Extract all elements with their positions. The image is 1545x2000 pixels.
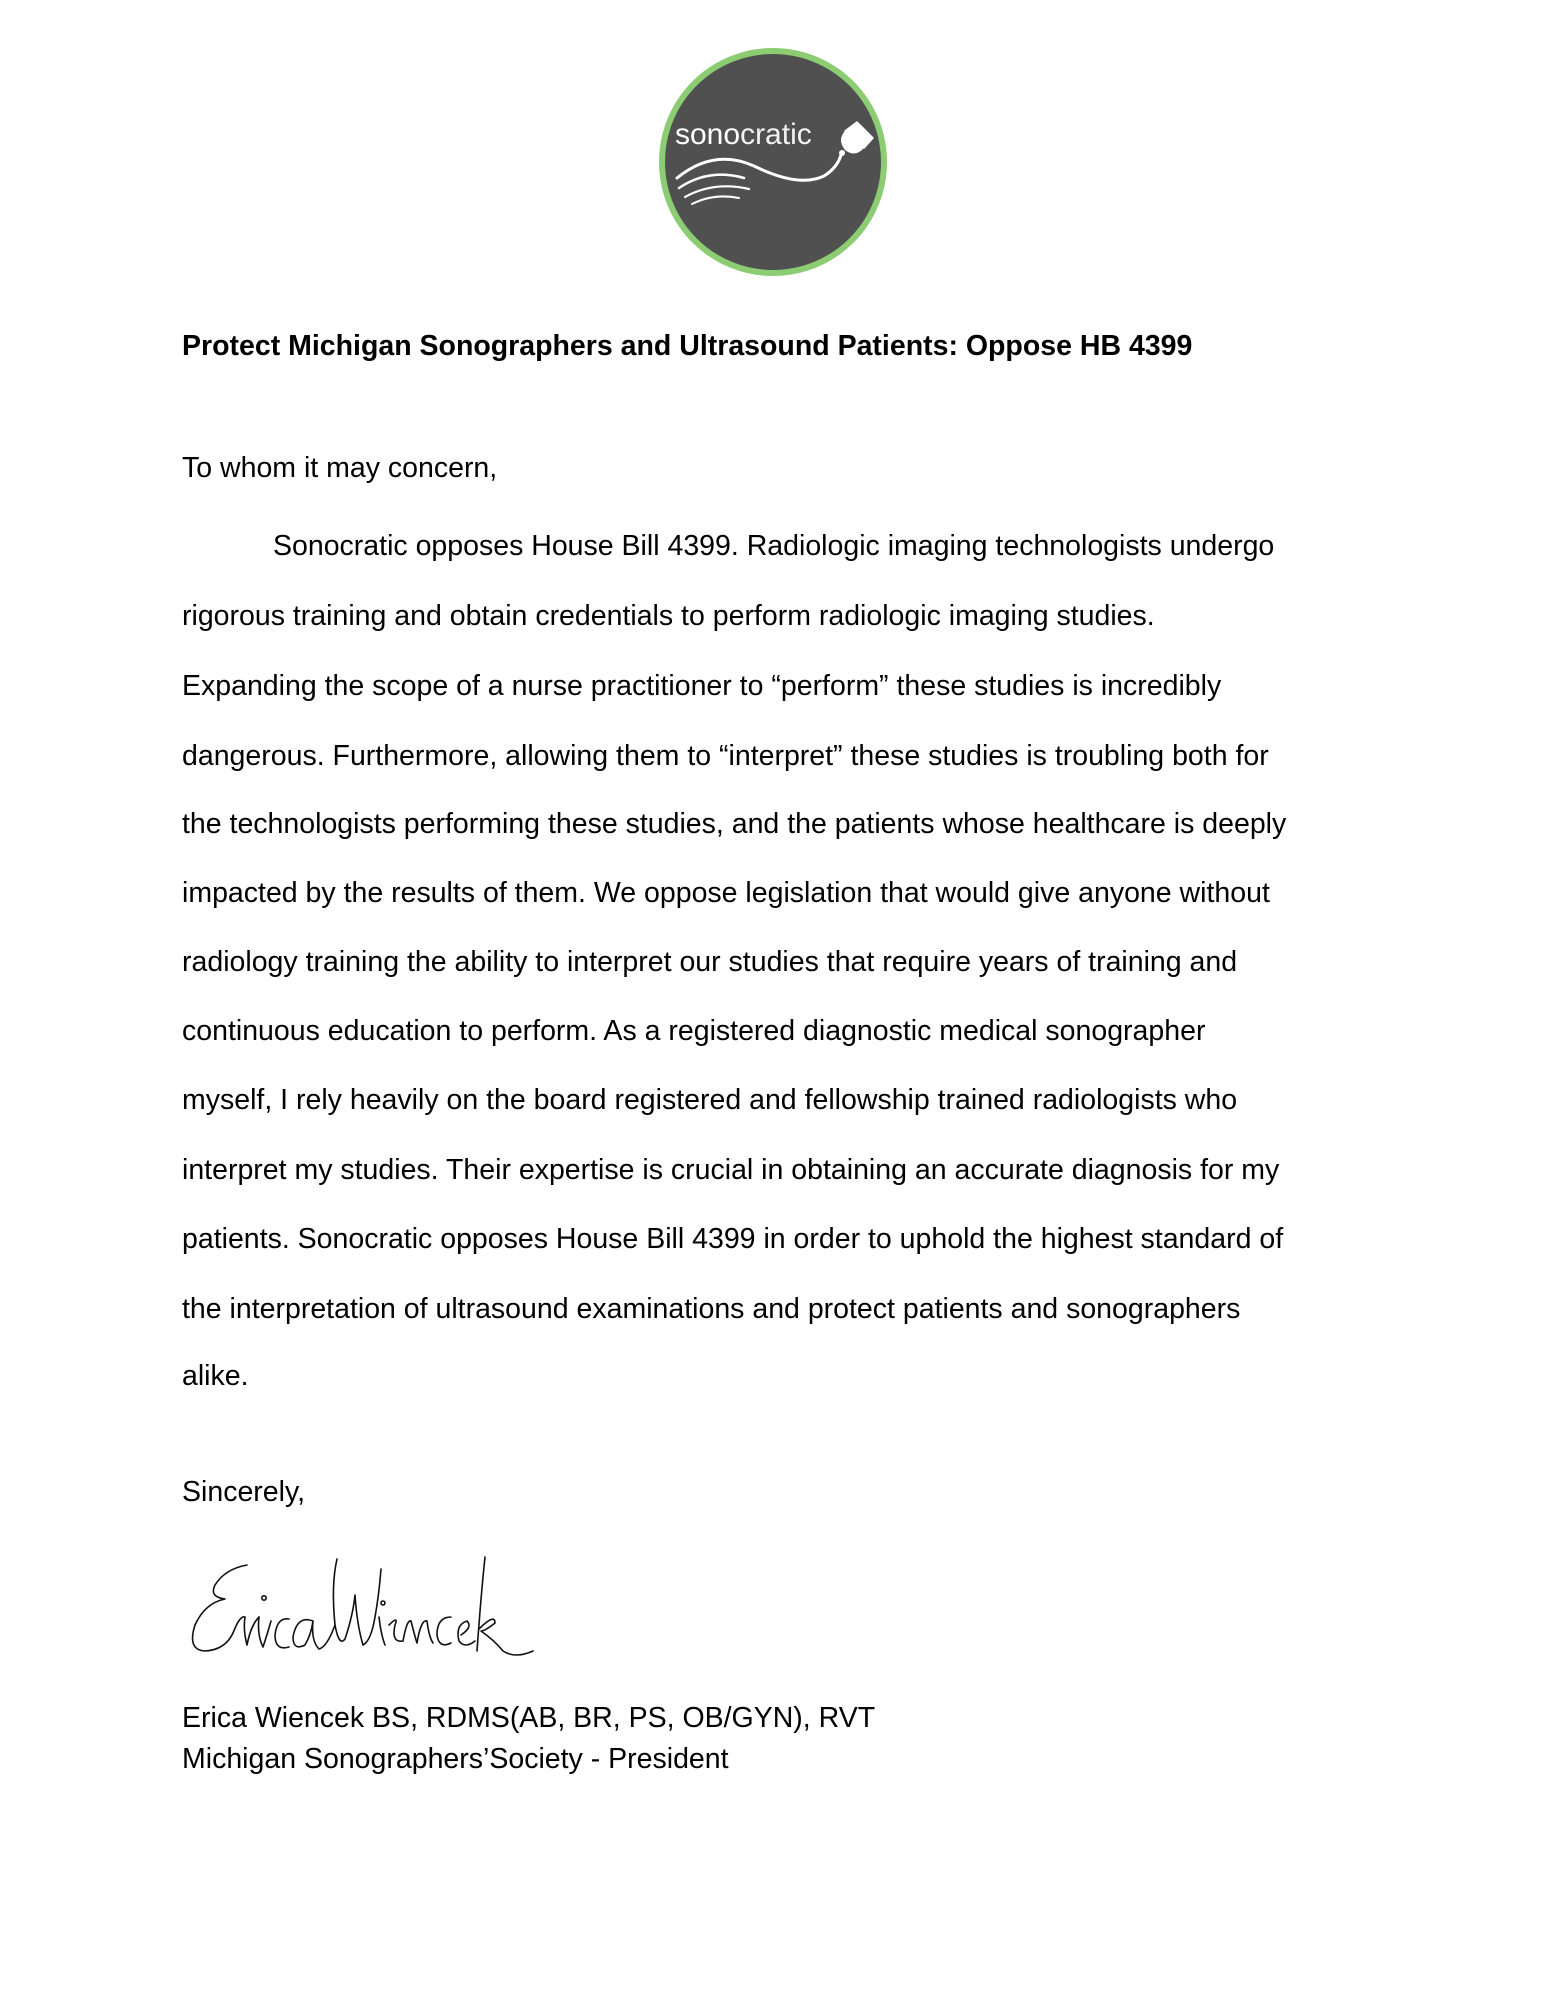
paragraph-line: interpret my studies. Their expertise is crucial in obtaining an accurate diagnosis for my [182, 1154, 1280, 1186]
signer-role: Michigan Sonographers’Society - President [182, 1743, 729, 1775]
letter-title: Protect Michigan Sonographers and Ultrasound Patients: Oppose HB 4399 [182, 330, 1193, 362]
paragraph-line: rigorous training and obtain credentials to perform radiologic imaging studies. [182, 600, 1155, 632]
logo-wordmark-bold: sono [675, 118, 741, 151]
signer-credentials: Erica Wiencek BS, RDMS(AB, BR, PS, OB/GYN), RVT [182, 1702, 876, 1734]
closing: Sincerely, [182, 1476, 306, 1508]
paragraph-line: radiology training the ability to interpret our studies that require years of training and [182, 946, 1238, 978]
logo-wordmark-light: cratic [740, 118, 812, 151]
sonocratic-logo [659, 48, 887, 276]
logo-wordmark [675, 118, 812, 151]
paragraph-line: dangerous. Furthermore, allowing them to “interpret” these studies is troubling both for [182, 740, 1269, 772]
paragraph-line: impacted by the results of them. We oppose legislation that would give anyone without [182, 877, 1270, 909]
paragraph-line: alike. [182, 1360, 249, 1392]
paragraph-line: continuous education to perform. As a registered diagnostic medical sonographer [182, 1015, 1206, 1047]
paragraph-line: Expanding the scope of a nurse practitioner to “perform” these studies is incredibly [182, 670, 1222, 702]
paragraph-line: the technologists performing these studies, and the patients whose healthcare is deeply [182, 808, 1287, 840]
paragraph-line: Sonocratic opposes House Bill 4399. Radiologic imaging technologists undergo [273, 530, 1275, 562]
handwritten-signature [185, 1555, 555, 1675]
logo-ring [662, 51, 884, 273]
salutation: To whom it may concern, [182, 452, 498, 484]
paragraph-line: the interpretation of ultrasound examinations and protect patients and sonographers [182, 1293, 1241, 1325]
paragraph-line: patients. Sonocratic opposes House Bill 4399 in order to uphold the highest standard of [182, 1223, 1284, 1255]
paragraph-line: myself, I rely heavily on the board registered and fellowship trained radiologists who [182, 1084, 1238, 1116]
